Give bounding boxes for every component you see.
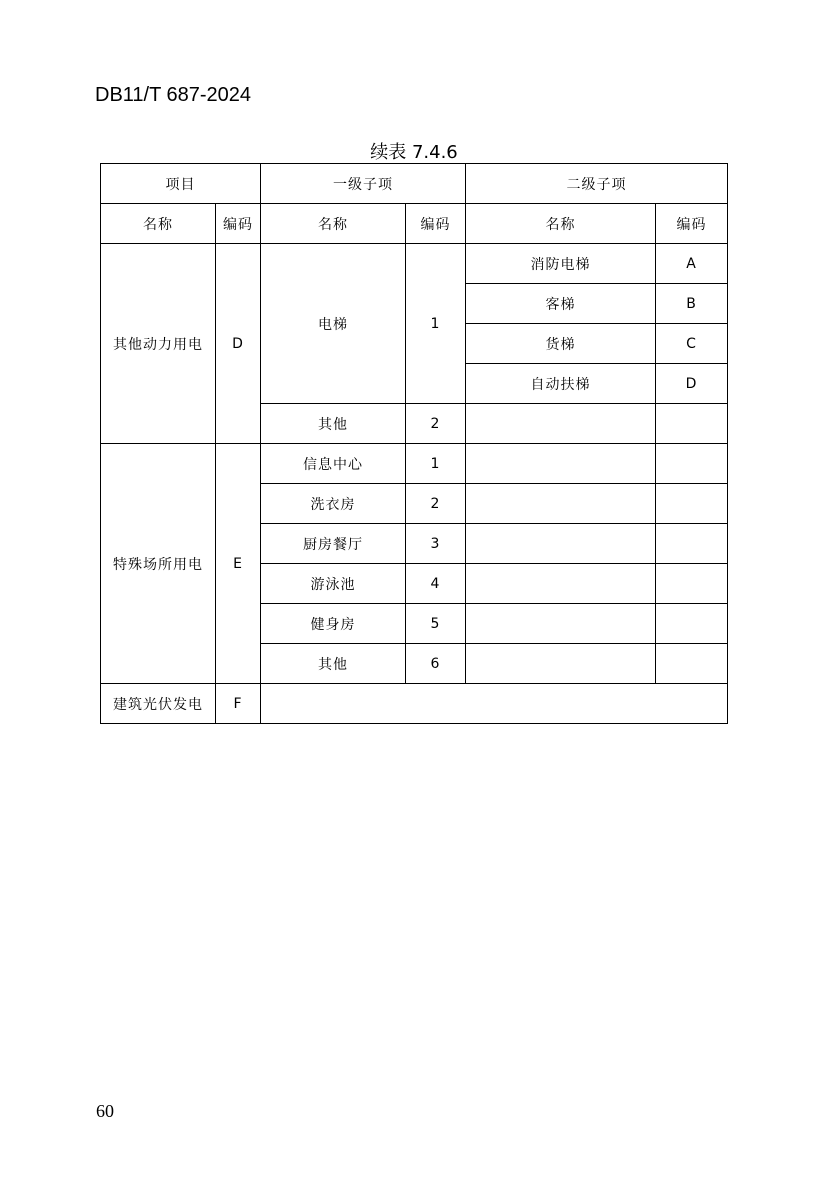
group-code: F: [216, 684, 261, 724]
level1-code: 2: [406, 404, 466, 444]
level2-code-empty: [656, 644, 728, 684]
group-name: 特殊场所用电: [101, 444, 216, 684]
sub-header-row: [101, 204, 728, 244]
level1-code: 3: [406, 524, 466, 564]
level1-name: 洗衣房: [261, 484, 406, 524]
group-header-row: [101, 164, 728, 204]
level1-code: 1: [406, 244, 466, 404]
level2-code-empty: [656, 604, 728, 644]
table-title: 续表 7.4.6: [370, 142, 458, 163]
level2-name: 自动扶梯: [466, 364, 656, 404]
level1-code: 5: [406, 604, 466, 644]
group-code: E: [216, 444, 261, 684]
level2-name-empty: [466, 484, 656, 524]
table-row: [101, 684, 728, 724]
level2-name: 货梯: [466, 324, 656, 364]
level2-code-empty: [656, 444, 728, 484]
header-level2: 二级子项: [466, 164, 728, 204]
level2-code-empty: [656, 484, 728, 524]
level1-name: 其他: [261, 644, 406, 684]
level1-name: 电梯: [261, 244, 406, 404]
header-level1-name: 名称: [261, 204, 406, 244]
classification-table: [100, 163, 728, 724]
merged-empty-cell: [261, 684, 728, 724]
level2-code: D: [656, 364, 728, 404]
group-name: 建筑光伏发电: [101, 684, 216, 724]
level2-name: 消防电梯: [466, 244, 656, 284]
level2-code-empty: [656, 564, 728, 604]
level2-name-empty: [466, 524, 656, 564]
document-code: DB11/T 687-2024: [95, 84, 252, 106]
level1-code: 1: [406, 444, 466, 484]
level2-name-empty: [466, 564, 656, 604]
level1-name: 厨房餐厅: [261, 524, 406, 564]
level2-code: A: [656, 244, 728, 284]
level1-code: 4: [406, 564, 466, 604]
level2-name-empty: [466, 444, 656, 484]
header-level1-code: 编码: [406, 204, 466, 244]
table-row: [101, 244, 728, 284]
table-row: [101, 444, 728, 484]
header-item: 项目: [101, 164, 261, 204]
level1-code: 2: [406, 484, 466, 524]
level2-code-empty: [656, 524, 728, 564]
level1-code: 6: [406, 644, 466, 684]
level1-name: 健身房: [261, 604, 406, 644]
header-level1: 一级子项: [261, 164, 466, 204]
header-item-name: 名称: [101, 204, 216, 244]
group-code: D: [216, 244, 261, 444]
level2-code: B: [656, 284, 728, 324]
group-name: 其他动力用电: [101, 244, 216, 444]
level2-name-empty: [466, 604, 656, 644]
level2-code: C: [656, 324, 728, 364]
level2-name: 客梯: [466, 284, 656, 324]
header-level2-name: 名称: [466, 204, 656, 244]
level2-name-empty: [466, 644, 656, 684]
level1-name: 游泳池: [261, 564, 406, 604]
level1-name: 其他: [261, 404, 406, 444]
level1-name: 信息中心: [261, 444, 406, 484]
header-item-code: 编码: [216, 204, 261, 244]
level2-code-empty: [656, 404, 728, 444]
header-level2-code: 编码: [656, 204, 728, 244]
level2-name-empty: [466, 404, 656, 444]
page-number: 60: [96, 1101, 114, 1121]
